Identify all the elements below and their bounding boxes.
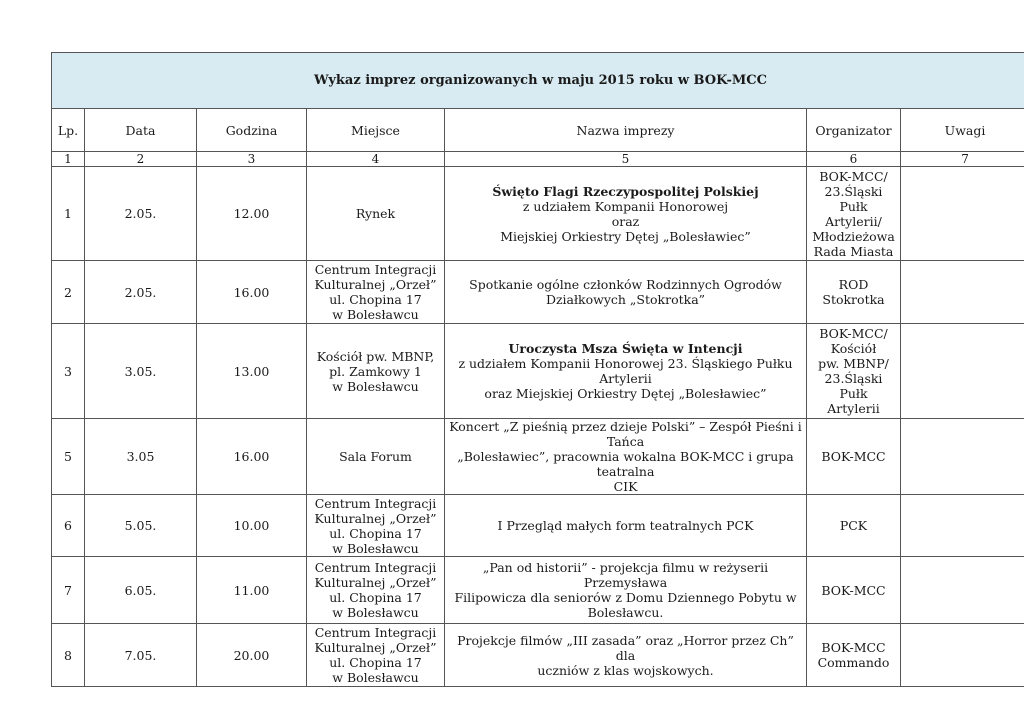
event-line: uczniów z klas wojskowych. [537,662,714,678]
place-line: Kulturalnej „Orzeł” [314,575,437,590]
event-line: Spotkanie ogólne członków Rodzinnych Ogrodów [469,277,782,292]
place-line: ul. Chopina 17 [329,525,422,541]
cell-place [307,324,445,419]
cell-date: 2.05. [85,167,197,261]
table-row [52,324,1024,419]
place-line: w Bolesławcu [332,307,419,322]
event-line: oraz Miejskiej Orkiestry Dętej „Bolesławiec” [484,386,767,401]
place-line: w Bolesławcu [332,540,419,556]
column-number: 2 [85,152,197,167]
organizer-line: Kościół [830,341,877,356]
cell-place [307,419,445,495]
cell-lp: 1 [52,167,85,261]
cell-place [307,624,445,687]
organizer-line: BOK-MCC/ [819,168,888,184]
cell-event [445,324,807,419]
cell-time: 20.00 [197,624,307,687]
header-row [52,109,1024,152]
place-line: Centrum Integracji [314,625,437,640]
place-line: Centrum Integracji [314,495,437,511]
header-place: Miejsce [307,109,445,152]
table-row [52,624,1024,687]
cell-place [307,557,445,624]
cell-time: 11.00 [197,557,307,624]
event-line: oraz [611,213,640,229]
organizer-line: 23.Śląski Pułk [824,183,883,214]
cell-organizer [807,167,901,261]
cell-organizer [807,419,901,495]
place-line: pl. Zamkowy 1 [329,363,422,379]
cell-lp: 7 [52,557,85,624]
cell-place [307,495,445,557]
cell-date: 6.05. [85,557,197,624]
event-title: Uroczysta Msza Święta w Intencji [508,341,743,356]
cell-notes [901,557,1024,624]
column-number: 4 [307,152,445,167]
event-line: Miejskiej Orkiestry Dętej „Bolesławiec” [500,228,751,244]
cell-notes [901,261,1024,324]
organizer-line: BOK-MCC [821,449,886,464]
cell-lp: 3 [52,324,85,419]
organizer-line: Młodzieżowa [812,228,895,244]
place-line: w Bolesławcu [332,605,419,620]
cell-date: 5.05. [85,495,197,557]
table-row [52,495,1024,557]
organizer-line: Commando [817,655,890,670]
cell-notes [901,324,1024,419]
cell-date: 2.05. [85,261,197,324]
header-lp: Lp. [52,109,85,152]
cell-lp: 8 [52,624,85,687]
place-line: Kulturalnej „Orzeł” [314,277,437,292]
header-organizer: Organizator [807,109,901,152]
cell-organizer [807,495,901,557]
organizer-line: Artylerii [827,401,880,416]
place-line: Kościół pw. MBNP, [316,348,435,364]
table-row [52,167,1024,261]
cell-time: 13.00 [197,324,307,419]
place-line: w Bolesławcu [332,670,419,685]
cell-event [445,167,807,261]
cell-organizer [807,557,901,624]
place-line: Centrum Integracji [314,560,437,575]
cell-notes [901,167,1024,261]
cell-time: 16.00 [197,261,307,324]
cell-event [445,624,807,687]
cell-date: 7.05. [85,624,197,687]
organizer-line: pw. MBNP/ [818,356,889,371]
column-number-row [52,152,1024,167]
cell-notes [901,495,1024,557]
table-body [52,53,1024,687]
organizer-line: BOK-MCC [821,640,886,655]
table-title: Wykaz imprez organizowanych w maju 2015 roku w BOK-MCC [52,53,1024,109]
cell-lp: 2 [52,261,85,324]
cell-notes [901,624,1024,687]
header-event: Nazwa imprezy [445,109,807,152]
place-line: Kulturalnej „Orzeł” [314,640,437,655]
cell-time: 10.00 [197,495,307,557]
table-row [52,557,1024,624]
cell-time: 12.00 [197,167,307,261]
cell-lp: 6 [52,495,85,557]
event-line: z udziałem Kompanii Honorowej [522,198,729,214]
cell-place [307,167,445,261]
place-line: Rynek [355,206,396,221]
cell-event [445,261,807,324]
events-table [51,52,1024,687]
cell-event [445,419,807,495]
event-line: Bolesławcu. [587,605,664,620]
event-line: Projekcje filmów „III zasada” oraz „Horror przez Ch” dla [457,632,794,663]
place-line: ul. Chopina 17 [329,655,422,670]
place-line: Sala Forum [339,449,412,464]
cell-organizer [807,624,901,687]
place-line: ul. Chopina 17 [329,590,422,605]
table-row [52,419,1024,495]
event-line: „Bolesławiec”, pracownia wokalna BOK-MCC i grupa teatralna [457,449,794,479]
organizer-line: Artylerii/ [825,213,882,229]
place-line: Centrum Integracji [314,262,437,277]
event-line: „Pan od historii” - projekcja filmu w reżyserii Przemysława [482,560,769,590]
organizer-line: ROD Stokrotka [822,277,885,307]
organizer-line: BOK-MCC/ [819,326,888,341]
cell-date: 3.05. [85,324,197,419]
event-title: Święto Flagi Rzeczypospolitej Polskiej [492,183,759,199]
cell-event [445,495,807,557]
cell-lp: 5 [52,419,85,495]
event-line: CIK [613,479,638,494]
organizer-line: 23.Śląski Pułk [824,371,883,401]
cell-date: 3.05 [85,419,197,495]
title-row [52,53,1024,109]
event-line: Koncert „Z pieśnią przez dzieje Polski” – Zespół Pieśni i Tańca [449,419,802,449]
cell-organizer [807,261,901,324]
header-date: Data [85,109,197,152]
place-line: w Bolesławcu [332,378,419,394]
column-number: 3 [197,152,307,167]
place-line: Kulturalnej „Orzeł” [314,510,437,526]
cell-organizer [807,324,901,419]
organizer-line: BOK-MCC [821,582,886,598]
column-number: 7 [901,152,1024,167]
cell-time: 16.00 [197,419,307,495]
place-line: ul. Chopina 17 [329,292,422,307]
header-notes: Uwagi [901,109,1024,152]
cell-event [445,557,807,624]
column-number: 6 [807,152,901,167]
organizer-line: PCK [839,518,868,533]
header-time: Godzina [197,109,307,152]
organizer-line: Rada Miasta [813,243,894,259]
event-line: I Przegląd małych form teatralnych PCK [497,518,754,533]
event-line: z udziałem Kompanii Honorowej 23. Śląskiego Pułku Artylerii [458,356,793,386]
column-number: 1 [52,152,85,167]
cell-place [307,261,445,324]
column-number: 5 [445,152,807,167]
cell-notes [901,419,1024,495]
event-line: Filipowicza dla seniorów z Domu Dziennego Pobytu w [454,590,797,605]
event-line: Działkowych „Stokrotka” [545,292,706,307]
table-row [52,261,1024,324]
